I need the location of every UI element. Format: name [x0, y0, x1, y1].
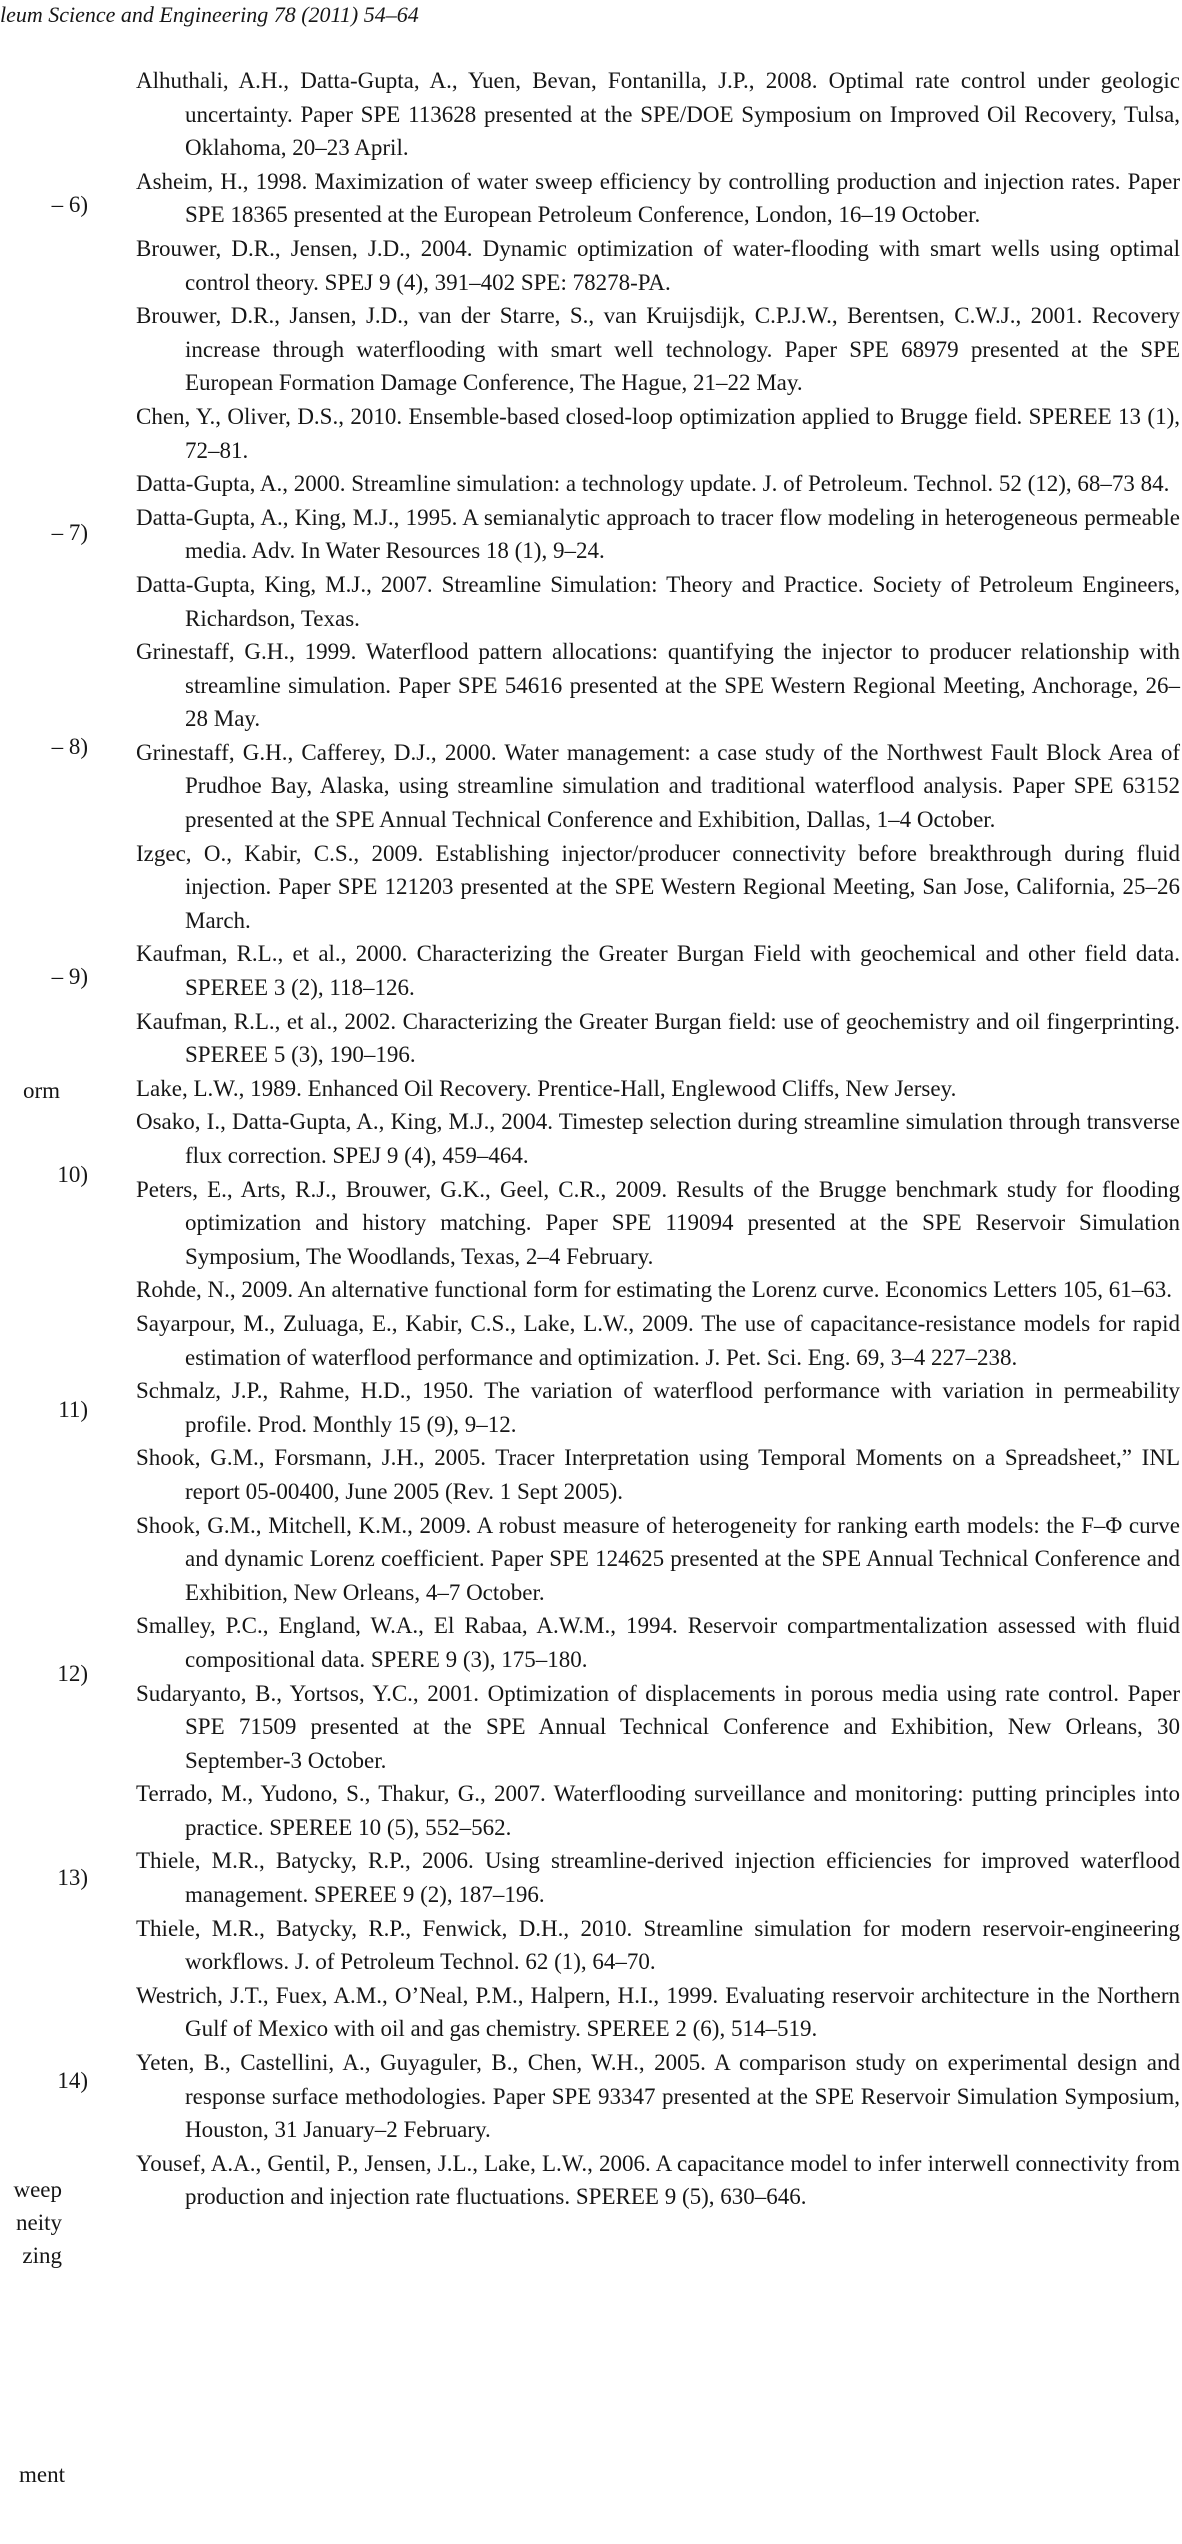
reference-entry: Yousef, A.A., Gentil, P., Jensen, J.L., Lake, L.W., 2006. A capacitance model to infer interwell connectivity from production and injection rate fluctuations. SPEREE 9 (5), 630–646.	[136, 2150, 1180, 2210]
reference-entry: Sayarpour, M., Zuluaga, E., Kabir, C.S., Lake, L.W., 2009. The use of capacitance-resistance models for rapid estimation of waterflood performance and optimization. J. Pet. Sci. Eng. 69, 3–4 227–238.	[136, 1310, 1180, 1370]
reference-entry: Brouwer, D.R., Jensen, J.D., 2004. Dynamic optimization of water-flooding with smart wells using optimal control theory. SPEJ 9 (4), 391–402 SPE: 78278-PA.	[136, 235, 1180, 295]
reference-entry: Shook, G.M., Forsmann, J.H., 2005. Tracer Interpretation using Temporal Moments on a Spreadsheet,” INL report 05-00400, June 2005 (Rev. 1 Sept 2005).	[136, 1445, 1180, 1504]
reference-entry: Datta-Gupta, A., 2000. Streamline simulation: a technology update. J. of Petroleum. Technol. 52 (12), 68–73 84.	[136, 471, 1170, 497]
reference-entry: Asheim, H., 1998. Maximization of water sweep efficiency by controlling production and injection rates. Paper SPE 18365 presented at the European Petroleum Conference, London, 16–19 October.	[136, 168, 1180, 228]
reference-entry: Schmalz, J.P., Rahme, H.D., 1950. The variation of waterflood performance with variation in permeability profile. Prod. Monthly 15 (9), 9–12.	[136, 1378, 1180, 1437]
reference-entry: Brouwer, D.R., Jansen, J.D., van der Starre, S., van Kruijsdijk, C.P.J.W., Berentsen, C.W.J., 2001. Recovery increase through waterflooding with smart well technology. Paper SPE 68979 presented at the SPE European Formation Damage Conference, The Hague, 21–22 May.	[136, 303, 1180, 396]
reference-entry: Kaufman, R.L., et al., 2002. Characterizing the Greater Burgan field: use of geochemistry and oil fingerprinting. SPEREE 5 (3), 190–196.	[136, 1008, 1180, 1068]
left-column-fragment: – 7)	[51, 520, 88, 545]
references-list	[136, 64, 1180, 2214]
reference-entry: Terrado, M., Yudono, S., Thakur, G., 2007. Waterflooding surveillance and monitoring: putting principles into practice. SPEREE 10 (5), 552–562.	[136, 1781, 1180, 1840]
reference-entry: Thiele, M.R., Batycky, R.P., 2006. Using streamline-derived injection efficiencies for improved waterflood management. SPEREE 9 (2), 187–196.	[136, 1848, 1180, 1908]
reference-entry: Izgec, O., Kabir, C.S., 2009. Establishing injector/producer connectivity before breakthrough during fluid injection. Paper SPE 121203 presented at the SPE Western Regional Meeting, San Jose, California, 25–26 March.	[136, 840, 1180, 933]
left-column-fragment: – 6)	[51, 192, 88, 217]
reference-entry: Rohde, N., 2009. An alternative functional form for estimating the Lorenz curve. Economics Letters 105, 61–63.	[136, 1277, 1172, 1303]
reference-entry: Smalley, P.C., England, W.A., El Rabaa, A.W.M., 1994. Reservoir compartmentalization assessed with fluid compositional data. SPERE 9 (3), 175–180.	[136, 1613, 1180, 1672]
reference-entry: Thiele, M.R., Batycky, R.P., Fenwick, D.H., 2010. Streamline simulation for modern reservoir-engineering workflows. J. of Petroleum Technol. 62 (1), 64–70.	[136, 1915, 1180, 1975]
left-column-fragment: neity	[16, 2210, 62, 2235]
left-column-fragment: 13)	[57, 1865, 88, 1890]
reference-entry: Westrich, J.T., Fuex, A.M., O’Neal, P.M., Halpern, H.I., 1999. Evaluating reservoir architecture in the Northern Gulf of Mexico with oil and gas chemistry. SPEREE 2 (6), 514–519.	[136, 1982, 1180, 2042]
reference-entry: Shook, G.M., Mitchell, K.M., 2009. A robust measure of heterogeneity for ranking earth models: the F–Φ curve and dynamic Lorenz coefficient. Paper SPE 124625 presented at the SPE Annual Technical Conference and Exhibition, New Orleans, 4–7 October.	[136, 1512, 1180, 1605]
reference-entry: Grinestaff, G.H., 1999. Waterflood pattern allocations: quantifying the injector to producer relationship with streamline simulation. Paper SPE 54616 presented at the SPE Western Regional Meeting, Anchorage, 26–28 May.	[136, 639, 1180, 732]
left-column-fragment: – 9)	[51, 964, 88, 989]
running-header: leum Science and Engineering 78 (2011) 54–64	[0, 2, 419, 27]
reference-entry: Yeten, B., Castellini, A., Guyaguler, B., Chen, W.H., 2005. A comparison study on experimental design and response surface methodologies. Paper SPE 93347 presented at the SPE Reservoir Simulation Symposium, Houston, 31 January–2 February.	[136, 2050, 1180, 2143]
reference-entry: Osako, I., Datta-Gupta, A., King, M.J., 2004. Timestep selection during streamline simulation through transverse flux correction. SPEJ 9 (4), 459–464.	[136, 1109, 1180, 1168]
reference-entry: Datta-Gupta, King, M.J., 2007. Streamline Simulation: Theory and Practice. Society of Petroleum Engineers, Richardson, Texas.	[136, 571, 1180, 631]
left-column-fragment: 12)	[57, 1661, 88, 1686]
left-column-fragment: ment	[19, 2462, 65, 2487]
left-column-fragment: 10)	[57, 1162, 88, 1187]
reference-entry: Chen, Y., Oliver, D.S., 2010. Ensemble-based closed-loop optimization applied to Brugge field. SPEREE 13 (1), 72–81.	[136, 403, 1180, 463]
left-column-fragment: weep	[13, 2177, 62, 2202]
reference-entry: Peters, E., Arts, R.J., Brouwer, G.K., Geel, C.R., 2009. Results of the Brugge benchmark study for flooding optimization and history matching. Paper SPE 119094 presented at the SPE Reservoir Simulation Symposium, The Woodlands, Texas, 2–4 February.	[136, 1176, 1180, 1269]
left-column-fragment: 11)	[58, 1397, 88, 1422]
left-column-fragment: 14)	[57, 2068, 88, 2093]
left-column-fragment: zing	[22, 2243, 62, 2268]
reference-entry: Lake, L.W., 1989. Enhanced Oil Recovery. Prentice-Hall, Englewood Cliffs, New Jersey.	[136, 1075, 957, 1101]
reference-entry: Sudaryanto, B., Yortsos, Y.C., 2001. Optimization of displacements in porous media using rate control. Paper SPE 71509 presented at the SPE Annual Technical Conference and Exhibition, New Orleans, 30 September-3 October.	[136, 1680, 1180, 1773]
left-column-fragment: orm	[22, 1078, 60, 1103]
reference-entry: Datta-Gupta, A., King, M.J., 1995. A semianalytic approach to tracer flow modeling in heterogeneous permeable media. Adv. In Water Resources 18 (1), 9–24.	[136, 504, 1180, 564]
reference-entry: Grinestaff, G.H., Cafferey, D.J., 2000. Water management: a case study of the Northwest Fault Block Area of Prudhoe Bay, Alaska, using streamline simulation and traditional waterflood analysis. Paper SPE 63152 presented at the SPE Annual Technical Conference and Exhibition, Dallas, 1–4 October.	[136, 739, 1180, 833]
reference-entry: Kaufman, R.L., et al., 2000. Characterizing the Greater Burgan Field with geochemical and other field data. SPEREE 3 (2), 118–126.	[136, 941, 1180, 1001]
reference-entry: Alhuthali, A.H., Datta-Gupta, A., Yuen, Bevan, Fontanilla, J.P., 2008. Optimal rate control under geologic uncertainty. Paper SPE 113628 presented at the SPE/DOE Symposium on Improved Oil Recovery, Tulsa, Oklahoma, 20–23 April.	[136, 68, 1180, 161]
left-column-fragment: – 8)	[51, 734, 88, 759]
